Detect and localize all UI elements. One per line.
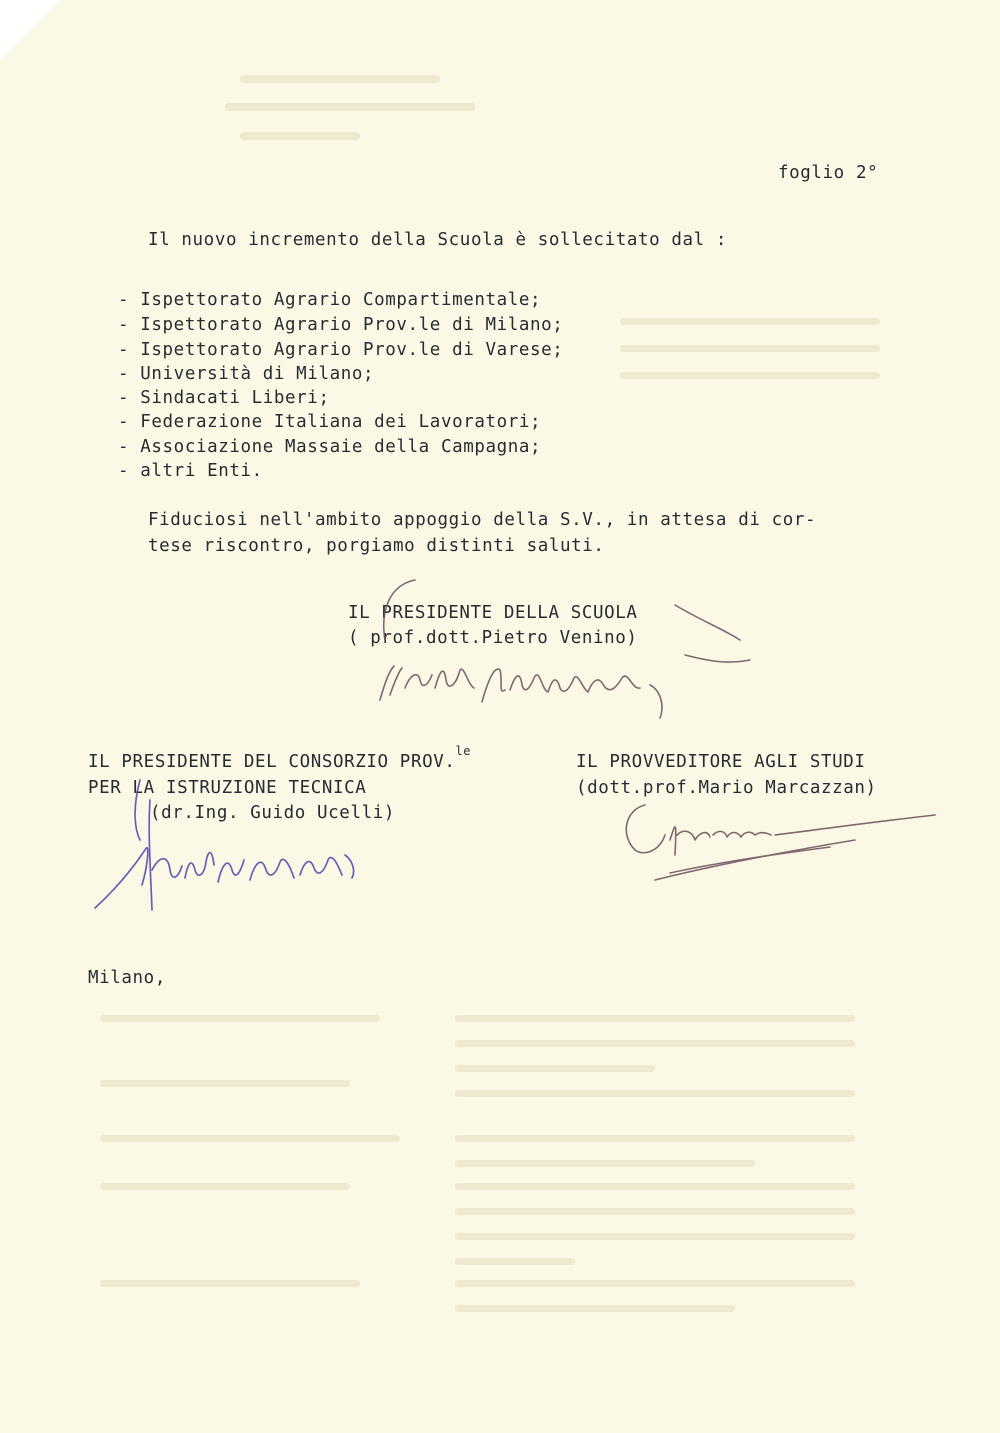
title-superscript: le <box>455 744 472 758</box>
list-item: - Ispettorato Agrario Compartimentale; <box>118 290 542 310</box>
consortium-president-title-line2: PER LA ISTRUZIONE TECNICA <box>88 778 367 798</box>
consortium-president-title-line1 <box>88 744 472 772</box>
marcazzan-signature <box>615 795 955 905</box>
list-item: - Federazione Italiana dei Lavoratori; <box>118 412 542 432</box>
school-president-name: ( prof.dott.Pietro Venino) <box>348 628 638 648</box>
list-item: - Ispettorato Agrario Prov.le di Milano; <box>118 315 564 335</box>
closing-line-2: tese riscontro, porgiamo distinti saluti. <box>148 536 605 556</box>
venino-signature <box>360 570 760 730</box>
list-item: - Università di Milano; <box>118 364 375 384</box>
list-item: - Sindacati Liberi; <box>118 388 330 408</box>
intro-text: Il nuovo incremento della Scuola è sollecitato dal : <box>148 230 728 250</box>
list-item: - Ispettorato Agrario Prov.le di Varese; <box>118 340 564 360</box>
school-president-title: IL PRESIDENTE DELLA SCUOLA <box>348 603 638 623</box>
place-line: Milano, <box>88 968 166 988</box>
page-marker: foglio 2° <box>778 163 879 183</box>
consortium-president-title: IL PRESIDENTE DEL CONSORZIO PROV. <box>88 752 456 772</box>
provveditore-name: (dott.prof.Mario Marcazzan) <box>576 778 877 798</box>
closing-line-1: Fiduciosi nell'ambito appoggio della S.V., in attesa di cor- <box>148 510 817 530</box>
list-item: - altri Enti. <box>118 461 263 481</box>
consortium-president-name: (dr.Ing. Guido Ucelli) <box>150 803 395 823</box>
provveditore-title: IL PROVVEDITORE AGLI STUDI <box>576 752 866 772</box>
list-item: - Associazione Massaie della Campagna; <box>118 437 542 457</box>
ucelli-signature <box>90 770 410 920</box>
